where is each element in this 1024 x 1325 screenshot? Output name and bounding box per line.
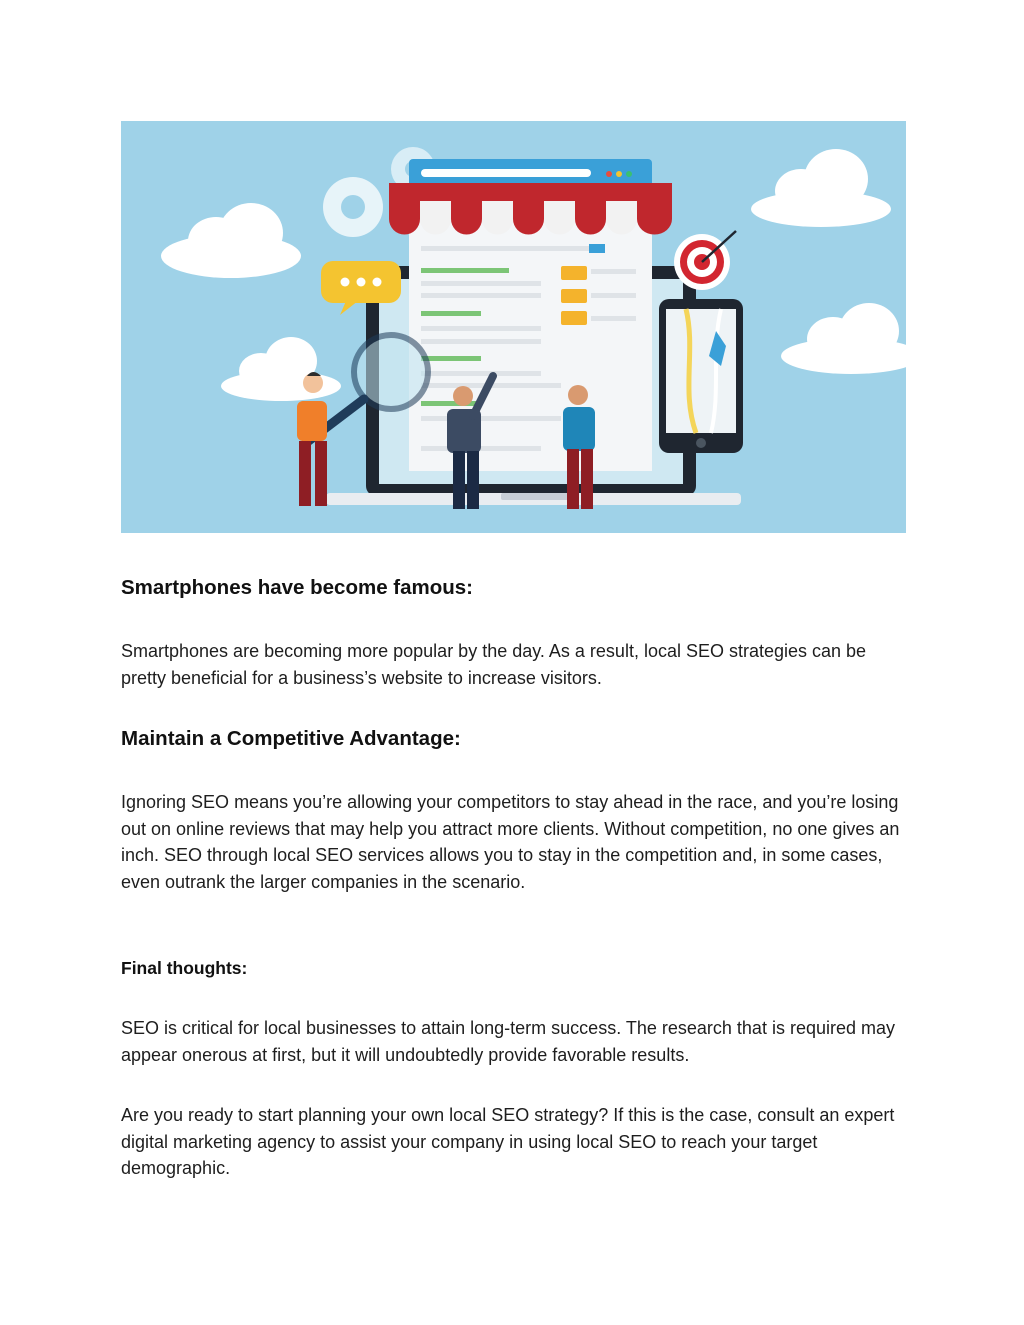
local-seo-storefront-illustration — [121, 121, 906, 533]
paragraph-smartphones: Smartphones are becoming more popular by the day. As a result, local SEO strategies can be pretty beneficial for a business’s website to increase visitors. — [121, 641, 867, 688]
paragraph-final-thoughts-1: SEO is critical for local businesses to attain long-term success. The research that is required may appear onerous at first, but it will undoubtedly provide favorable results. — [121, 1018, 895, 1065]
hero-illustration — [121, 121, 906, 533]
paragraph-final-thoughts-2: Are you ready to start planning your own local SEO strategy? If this is the case, consult an expert digital marketing agency to assist your company in using local SEO to reach your target demographic. — [121, 1105, 895, 1179]
section-heading-smartphones: Smartphones have become famous: — [121, 576, 474, 599]
section-heading-competitive-advantage: Maintain a Competitive Advantage: — [121, 727, 461, 750]
section-heading-final-thoughts: Final thoughts: — [121, 958, 248, 978]
smartphone-map-icon — [659, 299, 743, 453]
awning-icon — [389, 183, 672, 235]
paragraph-competitive-advantage: Ignoring SEO means you’re allowing your competitors to stay ahead in the race, and you’re losing out on online reviews that may help you attract more clients. Without competition, no one gives an inch. SEO through local SEO services allows you to stay in the competition and, in some cases, even outrank the larger companies in the scenario. — [121, 792, 900, 893]
